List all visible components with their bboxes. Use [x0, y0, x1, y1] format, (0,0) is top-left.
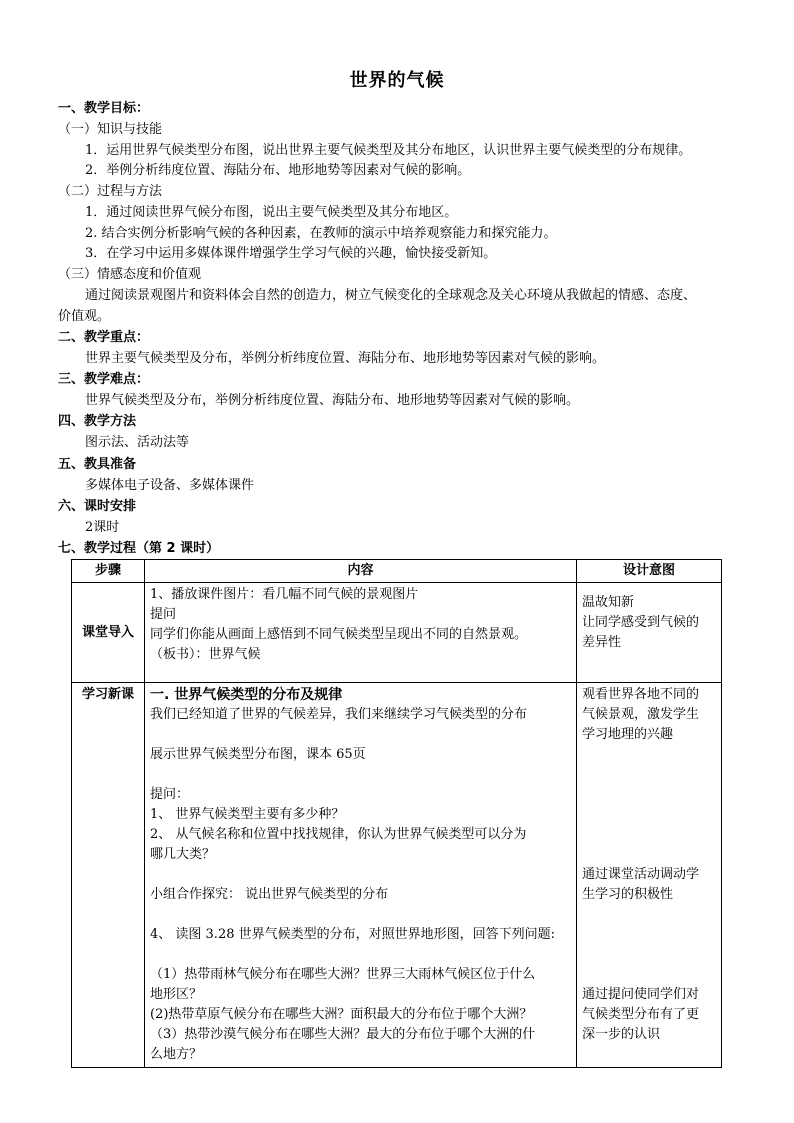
content-line: 我们已经知道了世界的气候差异，我们来继续学习气候类型的分布 — [150, 707, 528, 722]
intent-line: 通过提问使同学们对 — [582, 987, 700, 1002]
intent-line: 观看世界各地不同的 — [582, 687, 700, 702]
subsection-process: （二）过程与方法 — [58, 184, 163, 199]
paragraph: 通过阅读景观图片和资料体会自然的创造力，树立气候变化的全球观念及关心环境从我做起的情感、态度、 — [85, 288, 697, 303]
step-cell: 学习新课 — [72, 683, 145, 1068]
intent-cell — [577, 583, 722, 683]
subsection-knowledge: （一）知识与技能 — [58, 122, 163, 137]
content-line: 哪几大类？ — [150, 847, 216, 862]
content-line: 2、 从气候名称和位置中找找规律，你认为世界气候类型可以分为 — [150, 827, 527, 842]
intent-line: 差异性 — [582, 635, 622, 650]
intent-line: 学习地理的兴趣 — [582, 727, 674, 742]
paragraph: 世界主要气候类型及分布，举例分析纬度位置、海陆分布、地形地势等因素对气候的影响。 — [85, 351, 606, 366]
header-step: 步骤 — [72, 560, 145, 583]
intent-line: 温故知新 — [582, 595, 635, 610]
step-cell: 课堂导入 — [72, 583, 145, 683]
objective-item: 1．通过阅读世界气候分布图，说出主要气候类型及其分布地区。 — [85, 205, 458, 220]
section-schedule-heading: 六、课时安排 — [58, 499, 137, 514]
content-line: 展示世界气候类型分布图，课本 65页 — [150, 747, 366, 762]
content-line: （1）热带雨林气候分布在哪些大洲？世界三大雨林气候区位于什么 — [150, 967, 536, 982]
intent-line: 气候景观，激发学生 — [582, 707, 700, 722]
content-line: (2)热带草原气候分布在哪些大洲？面积最大的分布位于哪个大洲？ — [150, 1007, 533, 1022]
content-line: 4、 读图 3.28 世界气候类型的分布，对照世界地形图，回答下列问题: — [150, 927, 555, 942]
header-content: 内容 — [145, 560, 577, 583]
content-heading: 一. 世界气候类型的分布及规律 — [150, 687, 343, 703]
paragraph: 图示法、活动法等 — [85, 435, 190, 450]
intent-line: 深一步的认识 — [582, 1027, 661, 1042]
section-objectives-heading: 一、教学目标： — [58, 101, 150, 116]
content-line: 提问： — [150, 787, 190, 802]
header-intent: 设计意图 — [577, 560, 722, 583]
paragraph: 多媒体电子设备、多媒体课件 — [85, 478, 255, 493]
paragraph: 世界气候类型及分布，举例分析纬度位置、海陆分布、地形地势等因素对气候的影响。 — [85, 393, 580, 408]
intent-line: 生学习的积极性 — [582, 887, 674, 902]
intent-line: 通过课堂活动调动学 — [582, 867, 700, 882]
content-cell — [145, 583, 577, 683]
section-difficulties-heading: 三、教学难点： — [58, 372, 150, 387]
intent-line: 让同学感受到气候的 — [582, 615, 700, 630]
content-line: （3）热带沙漠气候分布在哪些大洲？最大的分布位于哪个大洲的什 — [150, 1027, 536, 1042]
document-title: 世界的气候 — [349, 70, 445, 91]
table-header-row — [72, 560, 722, 583]
content-line: 同学们你能从画面上感悟到不同气候类型呈现出不同的自然景观。 — [150, 627, 528, 642]
content-line: （板书）：世界气候 — [150, 647, 261, 662]
objective-item: 3．在学习中运用多媒体课件增强学生学习气候的兴趣，愉快接受新知。 — [85, 246, 497, 261]
intent-cell — [577, 683, 722, 1068]
section-methods-heading: 四、教学方法 — [58, 414, 137, 429]
subsection-attitude: （三）情感态度和价值观 — [58, 267, 202, 282]
section-process-heading: 七、教学过程（第 2 课时） — [58, 541, 220, 556]
content-line: 1、播放课件图片：看几幅不同气候的景观图片 — [150, 587, 419, 602]
paragraph: 价值观。 — [58, 309, 111, 324]
table-row — [72, 583, 722, 683]
objective-item: 2. 结合实例分析影响气候的各种因素，在教师的演示中培养观察能力和探究能力。 — [85, 226, 557, 241]
teaching-process-table — [71, 559, 722, 1068]
section-key-points-heading: 二、教学重点： — [58, 330, 150, 345]
intent-line: 气候类型分布有了更 — [582, 1007, 700, 1022]
table-row — [72, 683, 722, 1068]
paragraph: 2课时 — [85, 520, 120, 535]
content-cell — [145, 683, 577, 1068]
section-tools-heading: 五、教具准备 — [58, 457, 137, 472]
content-line: 小组合作探究： 说出世界气候类型的分布 — [150, 887, 389, 902]
content-line: 1、 世界气候类型主要有多少种？ — [150, 807, 345, 822]
objective-item: 2．举例分析纬度位置、海陆分布、地形地势等因素对气候的影响。 — [85, 163, 471, 178]
objective-item: 1．运用世界气候类型分布图，说出世界主要气候类型及其分布地区，认识世界主要气候类型的分布规律。 — [85, 143, 692, 158]
content-line: 么地方？ — [150, 1047, 203, 1062]
content-line: 提问 — [150, 607, 177, 622]
content-line: 地形区？ — [150, 987, 203, 1002]
